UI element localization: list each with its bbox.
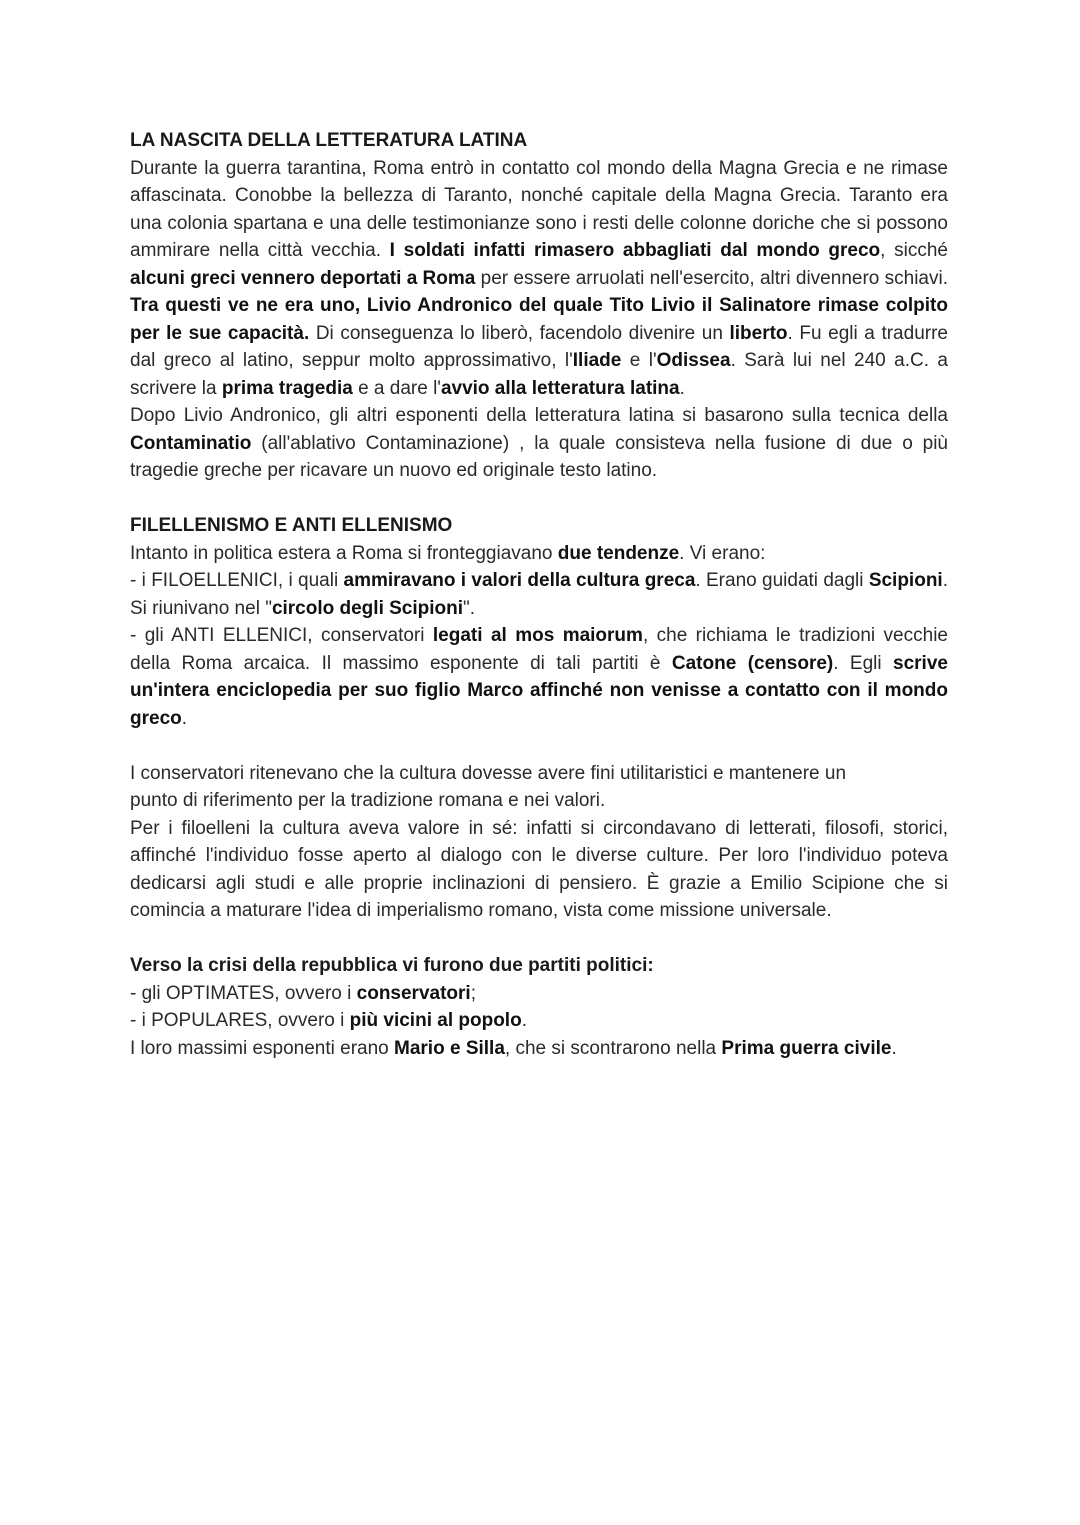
bold-text: Contaminatio: [130, 432, 252, 454]
text-run: .: [521, 1010, 527, 1031]
text-run: I loro massimi esponenti erano: [130, 1037, 395, 1059]
text-run: , sicché: [880, 240, 948, 261]
text-run: .: [891, 1037, 897, 1059]
bold-text: ammiravano i valori della cultura greca: [343, 570, 696, 591]
bold-text: prima tragedia: [221, 377, 353, 399]
bold-text: circolo degli Scipioni: [271, 597, 464, 619]
text-run: . Fu egli a tradurre dal greco al latino, seppur molto approssimativo, l': [130, 322, 948, 371]
bold-text: Mario e Silla: [394, 1037, 505, 1059]
text-run: ;: [470, 982, 476, 1004]
text-run: Durante la guerra tarantina, Roma entrò in contatto col mondo della Magna Grecia e ne rimase affascinata. Conobbe la bellezza di Taranto, nonché capitale della Magna Grecia. Taranto era una colonia spartana e una delle testimonianze sono i resti delle colonne doriche che si possono ammirare nella città vecchia.: [130, 157, 948, 261]
text-run: - i POPULARES, ovvero i: [130, 1010, 350, 1031]
spacer: [130, 732, 948, 760]
section-heading-filellenismo: FILELLENISMO E ANTI ELLENISMO: [130, 515, 453, 536]
list-item-populares: [130, 1007, 948, 1035]
paragraph-filellenismo-intro: [130, 540, 948, 568]
text-run: Dopo Livio Andronico, gli altri esponenti della letteratura latina si basarono sulla tecnica della: [130, 405, 948, 426]
bold-text: avvio alla letteratura latina: [440, 377, 680, 399]
bold-text: I soldati infatti rimasero abbagliati dal mondo greco: [389, 240, 881, 261]
bold-text: liberto: [729, 322, 788, 344]
list-item-optimates: [130, 980, 948, 1008]
text-run: . Vi erano:: [679, 542, 766, 564]
text-run: ".: [463, 597, 476, 619]
spacer: [130, 485, 948, 513]
list-item-anti-ellenici: [130, 622, 948, 732]
text-run: , che richiama le tradizioni vecchie della Roma arcaica. Il massimo esponente di tali partiti è: [130, 625, 948, 674]
text-run: e a dare l': [352, 377, 441, 399]
text-run: , che si scontrarono nella: [504, 1037, 722, 1059]
bold-text: alcuni greci vennero deportati a Roma: [130, 267, 476, 289]
text-run: - i FILOELLENICI, i quali: [130, 570, 344, 591]
text-run: .: [181, 707, 188, 729]
text-run: . Si riunivano nel ": [130, 570, 948, 619]
paragraph-filoelleni: [130, 815, 948, 925]
paragraph-esponenti: [130, 1035, 948, 1063]
text-run: Di conseguenza lo liberò, facendolo divenire un: [309, 322, 730, 344]
text-run: Intanto in politica estera a Roma si fronteggiavano: [130, 542, 558, 564]
section-heading-nascita: LA NASCITA DELLA LETTERATURA LATINA: [130, 130, 528, 151]
bold-text: Odissea: [656, 350, 731, 371]
section-heading-crisi: Verso la crisi della repubblica vi furono due partiti politici:: [130, 955, 654, 976]
text-run: - gli OPTIMATES, ovvero i: [130, 982, 357, 1004]
text-run: . Sarà lui nel 240 a.C. a scrivere la: [130, 350, 948, 399]
bold-text: Scipioni: [868, 570, 943, 591]
paragraph-conservatori: [130, 760, 870, 815]
text-run: .: [679, 377, 685, 399]
bold-text: Prima guerra civile: [721, 1037, 892, 1059]
spacer: [130, 925, 948, 953]
bold-text: scrive un'intera enciclopedia per suo figlio Marco affinché non venisse a contatto con il mondo greco: [130, 652, 948, 729]
text-run: . Egli: [833, 652, 894, 674]
bold-text: due tendenze: [557, 542, 680, 564]
text-run: per essere arruolati nell'esercito, altri divennero schiavi.: [475, 267, 949, 289]
text-run: (all'ablativo Contaminazione) , la quale consisteva nella fusione di due o più tragedie greche per ricavare un nuovo ed originale testo latino.: [130, 432, 948, 481]
bold-text: conservatori: [356, 982, 471, 1004]
bold-text: legati al mos maiorum: [432, 625, 643, 646]
paragraph-nascita-2: [130, 402, 948, 485]
text-run: I conservatori ritenevano che la cultura dovesse avere fini utilitaristici e mantenere un punto di riferimento per la tradizione romana e nei valori.: [130, 762, 847, 811]
text-run: . Erano guidati dagli: [695, 570, 869, 591]
bold-text: Iliade: [572, 350, 622, 371]
list-item-filoellenici: [130, 567, 948, 622]
bold-text: Catone (censore): [671, 652, 834, 674]
paragraph-nascita-1: [130, 155, 948, 403]
text-run: e l': [621, 350, 657, 371]
bold-text: Tra questi ve ne era uno, Livio Andronico del quale Tito Livio il Salinatore rimase colpito per le sue capacità.: [130, 295, 948, 344]
text-run: - gli ANTI ELLENICI, conservatori: [130, 625, 433, 646]
text-run: Per i filoelleni la cultura aveva valore in sé: infatti si circondavano di letterati, filosofi, storici, affinché l'individuo fosse aperto al dialogo con le diverse culture. Per loro l'individuo poteva dedicarsi agli studi e alle proprie inclinazioni di pensiero. È grazie a Emilio Scipione che si comincia a maturare l'idea di imperialismo romano, vista come missione universale.: [130, 817, 948, 921]
bold-text: più vicini al popolo: [349, 1010, 522, 1031]
document-page: [130, 127, 948, 1062]
